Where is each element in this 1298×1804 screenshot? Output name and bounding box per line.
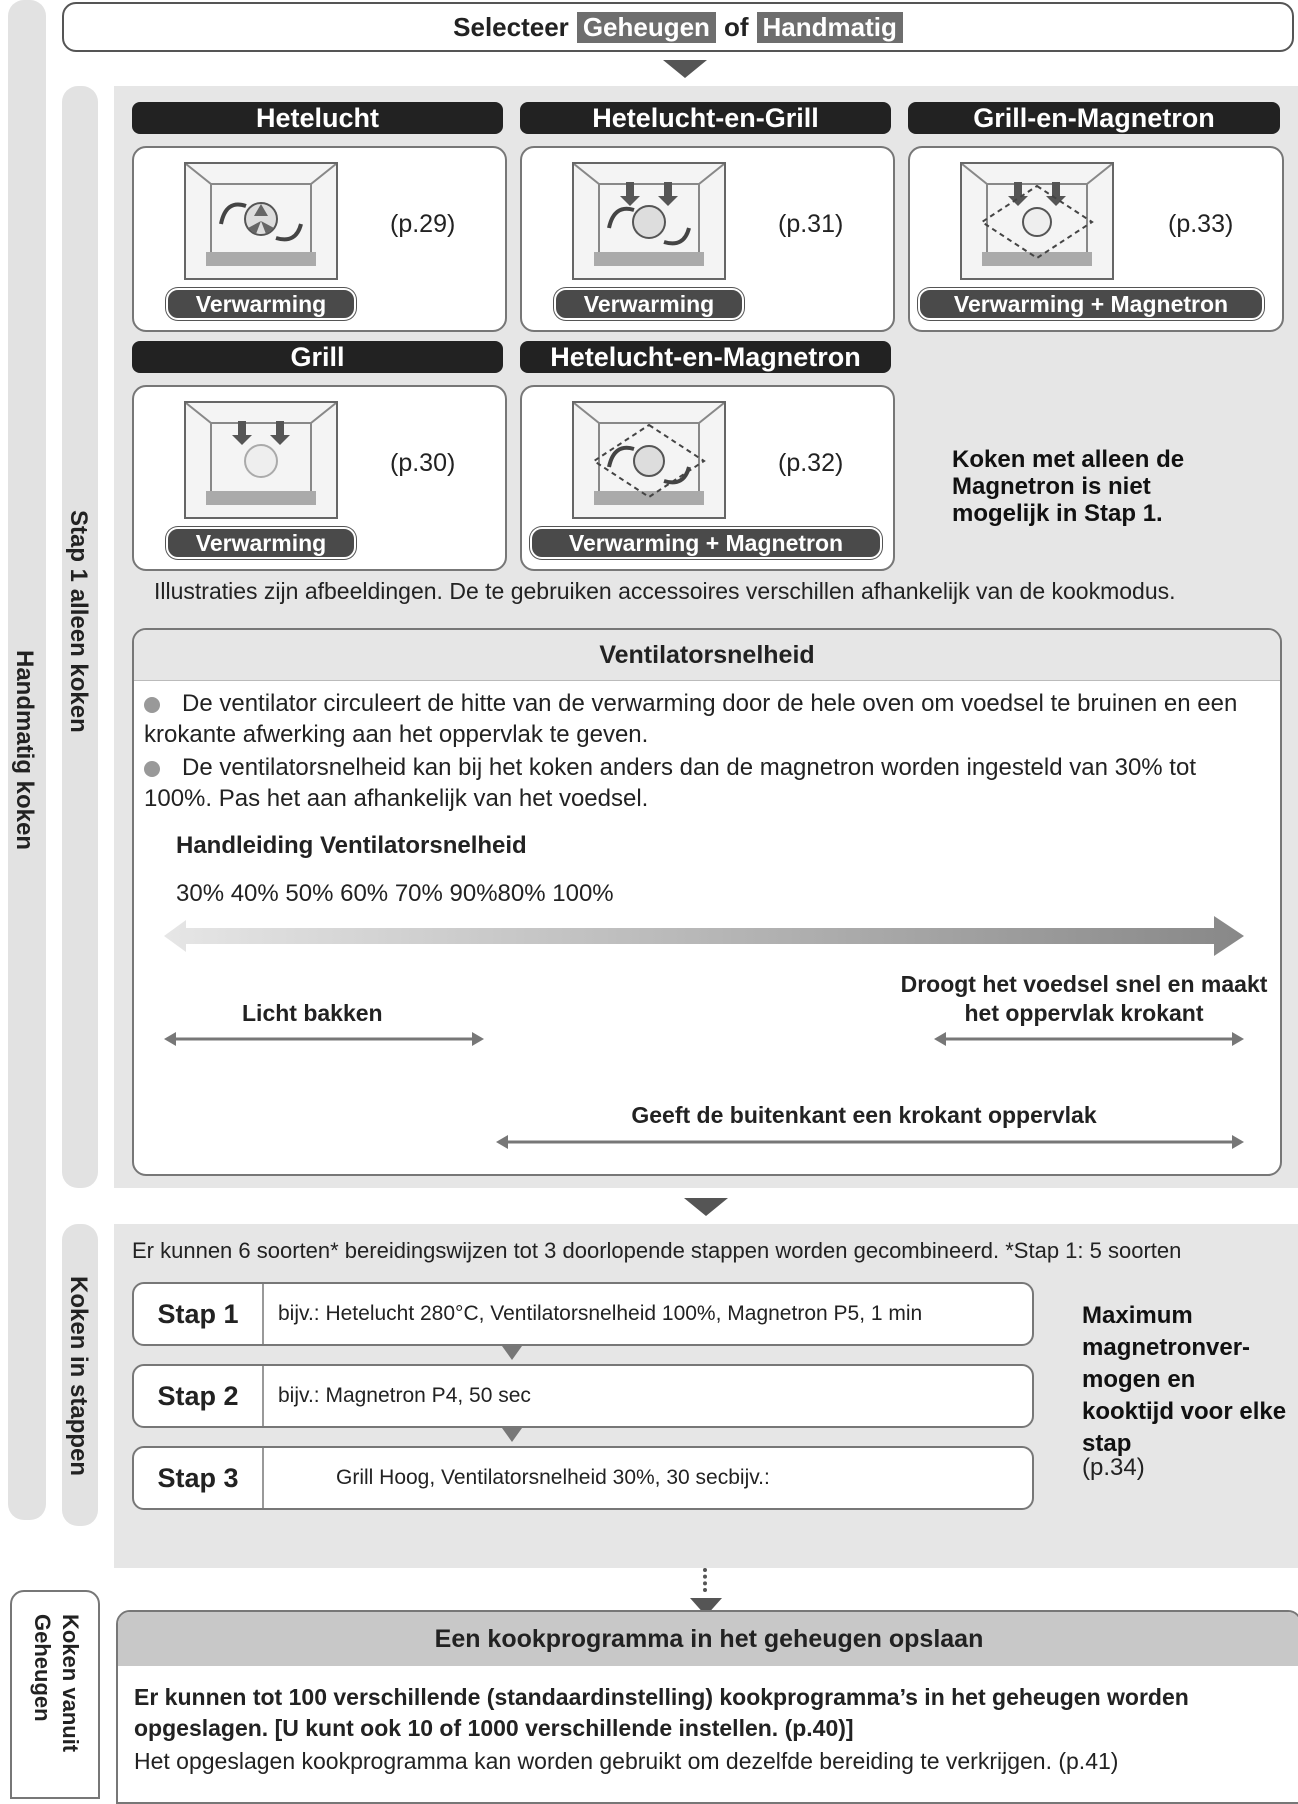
badge-hetelucht: Verwarming — [166, 288, 356, 320]
page-ref-grill[interactable]: (p.30) — [390, 449, 456, 477]
option-memory[interactable]: Geheugen — [577, 12, 716, 43]
stages-intro: Er kunnen 6 soorten* bereidingswijzen tot 3 doorlopende stappen worden gecombineerd. *Stap 1: 5 soorten — [132, 1238, 1182, 1263]
fan-speed-title: Ventilatorsnelheid — [134, 630, 1280, 681]
fan-icon — [184, 162, 338, 280]
step-2-label: Stap 2 — [134, 1366, 264, 1426]
mode-card-hetelucht[interactable] — [132, 146, 507, 332]
mode-card-grill[interactable] — [132, 385, 507, 571]
step-2-row[interactable] — [132, 1364, 1034, 1428]
fan-speed-bullet-1: De ventilator circuleert de hitte van de verwarming door de hele oven om voedsel te bruinen en een krokante afwerking aan het oppervlak te geven. — [144, 690, 1238, 748]
mode-title-hetelucht: Hetelucht — [132, 102, 503, 134]
step-arrow-icon — [502, 1428, 522, 1442]
max-power-note: Maximum magnetronver-mogen en kooktijd voor elke stap — [1082, 1302, 1287, 1457]
step-arrow-icon — [502, 1346, 522, 1360]
mode-title-hetelucht-en-grill: Hetelucht-en-Grill — [520, 102, 891, 134]
range-light-baking: Licht bakken — [242, 1000, 383, 1026]
memory-box — [116, 1610, 1298, 1804]
memory-title: Een kookprogramma in het geheugen opslaan — [118, 1612, 1298, 1666]
mode-selector-bar — [62, 2, 1294, 52]
max-power-page-ref[interactable]: (p.34) — [1082, 1454, 1145, 1481]
badge-hetelucht-en-magnetron: Verwarming + Magnetron — [530, 527, 882, 559]
page-ref-hetelucht[interactable]: (p.29) — [390, 210, 456, 238]
option-manual[interactable]: Handmatig — [757, 12, 903, 43]
fan-speed-scale: 30% 40% 50% 60% 70% 90%80% 100% — [176, 880, 614, 907]
illustrations-note: Illustraties zijn afbeeldingen. De te gebruiken accessoires verschillen afhankelijk van de kookmodus. — [154, 578, 1176, 604]
microwave-only-note: Koken met alleen de Magnetron is niet mogelijk in Stap 1. — [952, 446, 1185, 527]
memory-text: Het opgeslagen kookprogramma kan worden gebruikt om dezelfde bereiding te verkrijgen. (p.41) — [134, 1748, 1119, 1774]
fan-grill-icon — [572, 162, 726, 280]
badge-hetelucht-en-grill: Verwarming — [554, 288, 744, 320]
step-1-label: Stap 1 — [134, 1284, 264, 1344]
range-dry-crisp: Droogt het voedsel snel en maakt het oppervlak krokant — [900, 971, 1268, 1026]
bullet-dot-icon — [144, 697, 160, 713]
badge-grill-en-magnetron: Verwarming + Magnetron — [918, 288, 1264, 320]
stage1-label: Stap 1 alleen koken — [65, 510, 92, 733]
mode-title-grill: Grill — [132, 341, 503, 373]
dotted-line — [703, 1568, 711, 1592]
mode-title-grill-en-magnetron: Grill-en-Magnetron — [908, 102, 1280, 134]
step-1-text: bijv.: Hetelucht 280°C, Ventilatorsnelheid 100%, Magnetron P5, 1 min — [278, 1302, 923, 1325]
fan-speed-box — [132, 628, 1282, 1176]
memory-bold-text: Er kunnen tot 100 verschillende (standaardinstelling) kookprogramma’s in het geheugen worden opgeslagen. [U kunt ook 10 of 1000 verschillende instellen. (p.40)] — [134, 1684, 1189, 1741]
stages-label: Koken in stappen — [65, 1276, 92, 1477]
page-ref-hetelucht-en-magnetron[interactable]: (p.32) — [778, 449, 844, 477]
mode-card-hetelucht-en-magnetron[interactable] — [520, 385, 895, 571]
mode-card-hetelucht-en-grill[interactable] — [520, 146, 895, 332]
page-ref-grill-en-magnetron[interactable]: (p.33) — [1168, 210, 1234, 238]
step-1-row[interactable] — [132, 1282, 1034, 1346]
range-crisp-outside: Geeft de buitenkant een krokant oppervlak — [631, 1102, 1097, 1128]
fan-microwave-icon — [572, 401, 726, 519]
manual-cooking-label: Handmatig koken — [11, 650, 38, 851]
arrow-down-icon — [663, 60, 707, 78]
mode-title-hetelucht-en-magnetron: Hetelucht-en-Magnetron — [520, 341, 891, 373]
grill-icon — [184, 401, 338, 519]
memory-label: Koken vanuit Geheugen — [30, 1614, 83, 1753]
step-3-text: Grill Hoog, Ventilatorsnelheid 30%, 30 secbijv.: — [336, 1466, 770, 1489]
arrow-down-icon — [684, 1198, 728, 1216]
step-2-text: bijv.: Magnetron P4, 50 sec — [278, 1384, 531, 1407]
grill-microwave-icon — [960, 162, 1114, 280]
step-3-label: Stap 3 — [134, 1448, 264, 1508]
fan-speed-bullet-2: De ventilatorsnelheid kan bij het koken anders dan de magnetron worden ingesteld van 30% tot 100%. Pas het aan afhankelijk van het voedsel. — [144, 754, 1196, 812]
bullet-dot-icon — [144, 761, 160, 777]
of-text: of — [723, 11, 749, 42]
fan-speed-guide-title: Handleiding Ventilatorsnelheid — [176, 832, 527, 859]
badge-grill: Verwarming — [166, 527, 356, 559]
mode-card-grill-en-magnetron[interactable] — [908, 146, 1284, 332]
select-text: Selecteer — [453, 11, 569, 42]
page-ref-hetelucht-en-grill[interactable]: (p.31) — [778, 210, 844, 238]
step-3-row[interactable] — [132, 1446, 1034, 1510]
